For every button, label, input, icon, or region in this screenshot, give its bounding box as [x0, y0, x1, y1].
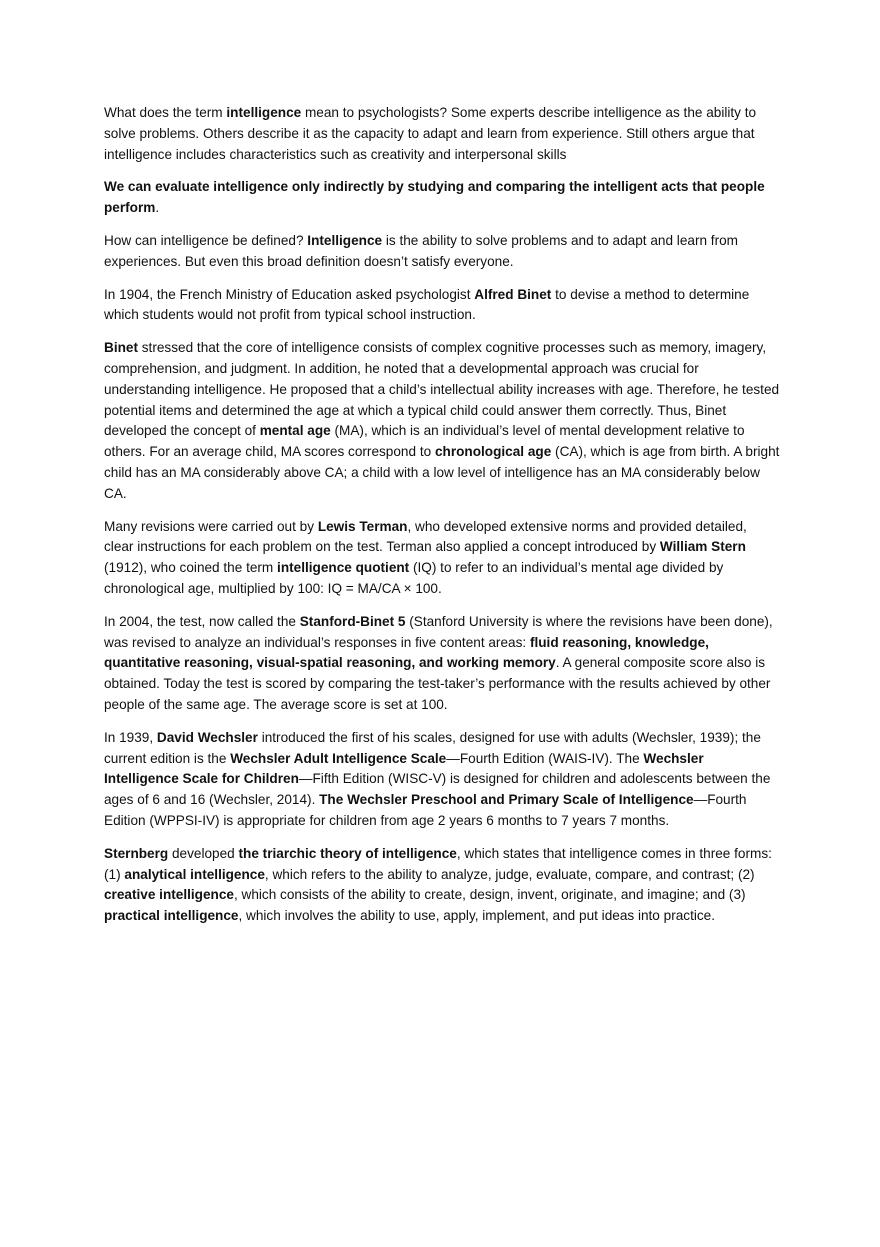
text-run: developed [168, 845, 239, 861]
bold-term: fluid reasoning, knowledge, quantitative reasoning, visual-spatial reasoning, and working memory [104, 634, 709, 671]
text-run: In 1904, the French Ministry of Education asked psychologist [104, 286, 475, 302]
bold-term: Binet [104, 340, 138, 356]
text-run: (1912), who coined the term [104, 560, 278, 576]
text-run: mean to psychologists? Some experts describe intelligence as the ability to solve problems. Others describe it as the capacity to adapt and learn from experience. Still others argue that intelligence includes characteristics such as creativity and interpersonal skills [104, 105, 757, 162]
bold-term: Stanford-Binet 5 [299, 613, 406, 629]
text-run: In 1939, [104, 729, 157, 745]
text-run: —Fifth Edition (WISC-V) is designed for children and adolescents between the ages of 6 and 16 (Wechsler, 2014). [104, 771, 771, 808]
text-run: stressed that the core of intelligence consists of complex cognitive processes such as memory, imagery, comprehension, and judgment. In addition, he noted that a developmental approach was crucial for understanding intelligence. He proposed that a child’s intellectual ability increases with age. Therefore, he tested potential items and determined the age at which a typical child could answer them correctly. Thus, Binet developed the concept of [104, 340, 780, 439]
text-run: , which states that intelligence comes in three forms: (1) [104, 845, 772, 882]
text-run: (MA), which is an individual’s level of mental development relative to others. For an average child, MA scores correspond to [104, 423, 745, 460]
bold-term: Sternberg [104, 845, 169, 861]
paragraph-binet-mental-age [104, 338, 780, 504]
bold-term: The Wechsler Preschool and Primary Scale of Intelligence [319, 792, 694, 808]
document-body [104, 103, 780, 939]
text-run: (IQ) to refer to an individual’s mental age divided by chronological age, multiplied by 100: IQ = MA/CA × 100. [104, 560, 724, 596]
text-run: In 2004, the test, now called the [104, 613, 300, 629]
bold-term: chronological age [434, 444, 552, 460]
paragraph-sternberg-triarchic [104, 844, 780, 927]
bold-term: mental age [259, 423, 331, 439]
text-run: —Fourth Edition (WAIS-IV). The [446, 750, 644, 766]
text-run: . A general composite score also is obtained. Today the test is scored by comparing the test-taker’s performance with the results achieved by other people of the same age. The average score is set at 100. [104, 655, 771, 712]
paragraph-wechsler-scales [104, 728, 780, 832]
text-run: to devise a method to determine which students would not profit from typical school instruction. [104, 286, 750, 323]
bold-statement: We can evaluate intelligence only indirectly by studying and comparing the intelligent acts that people perform [104, 179, 765, 216]
text-run: Many revisions were carried out by [104, 518, 318, 534]
text-run: How can intelligence be defined? [104, 232, 308, 248]
text-run: introduced the first of his scales, designed for use with adults (Wechsler, 1939); the current edition is the [104, 729, 761, 766]
paragraph-binet-1904 [104, 285, 780, 327]
text-run: , who developed extensive norms and provided detailed, clear instructions for each problem on the test. Terman also applied a concept introduced by [104, 518, 747, 555]
bold-term: intelligence quotient [277, 560, 410, 576]
text-run: (CA), which is age from birth. A bright child has an MA considerably above CA; a child with a low level of intelligence has an MA considerably below CA. [104, 444, 780, 501]
paragraph-terman-iq [104, 517, 780, 600]
bold-term: William Stern [659, 539, 746, 555]
bold-term: practical intelligence [104, 908, 239, 924]
text-run: . [155, 200, 160, 216]
bold-term: Wechsler Adult Intelligence Scale [230, 750, 447, 766]
paragraph-intelligence-definition [104, 103, 780, 165]
paragraph-stanford-binet [104, 612, 780, 716]
text-run: , which consists of the ability to create, design, invent, originate, and imagine; and (3) [233, 887, 746, 903]
bold-term: intelligence [226, 105, 302, 120]
bold-term: David Wechsler [156, 729, 258, 745]
bold-term: Alfred Binet [474, 286, 552, 302]
bold-term: Lewis Terman [317, 518, 408, 534]
bold-term: Wechsler Intelligence Scale for Children [104, 750, 704, 787]
bold-term: creative intelligence [104, 887, 234, 903]
bold-term: the triarchic theory of intelligence [238, 845, 457, 861]
text-run: , which involves the ability to use, apply, implement, and put ideas into practice. [238, 908, 716, 924]
text-run: What does the term [104, 105, 227, 120]
paragraph-indirect-evaluation [104, 177, 780, 219]
text-run: , which refers to the ability to analyze, judge, evaluate, compare, and contrast; (2) [264, 866, 755, 882]
bold-term: Intelligence [307, 232, 383, 248]
text-run: (Stanford University is where the revisions have been done), was revised to analyze an individual’s responses in five content areas: [104, 613, 773, 650]
text-run: is the ability to solve problems and to adapt and learn from experiences. But even this broad definition doesn’t satisfy everyone. [104, 232, 738, 269]
text-run: —Fourth Edition (WPPSI-IV) is appropriate for children from age 2 years 6 months to 7 years 7 months. [104, 792, 747, 828]
paragraph-how-defined [104, 231, 780, 273]
bold-term: analytical intelligence [124, 866, 265, 882]
